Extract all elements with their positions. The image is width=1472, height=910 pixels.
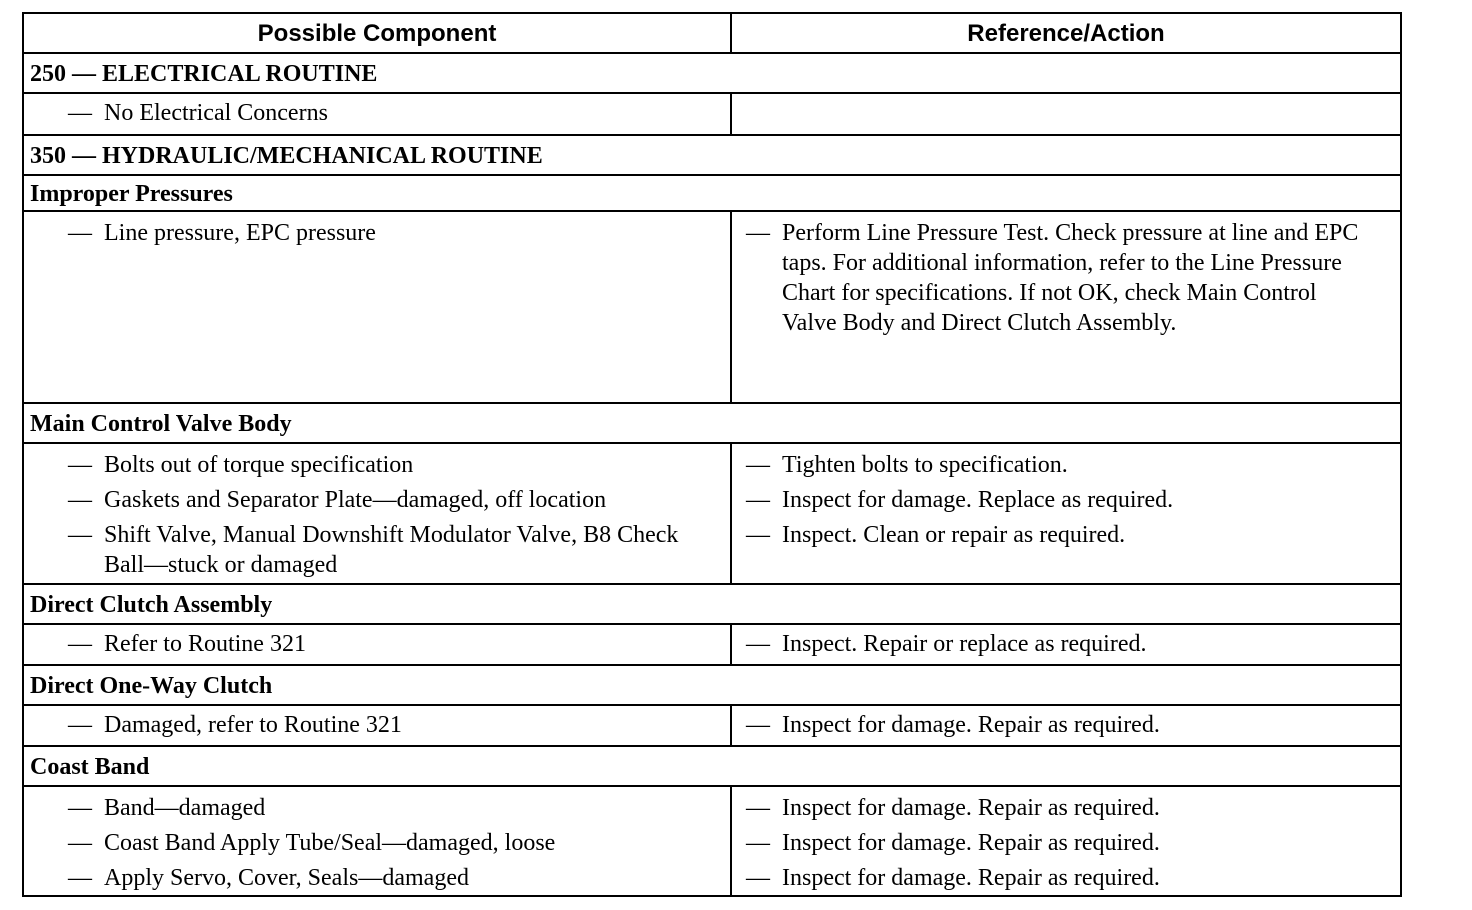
table-row	[24, 444, 1400, 585]
table-header	[24, 14, 1400, 54]
dash: —	[68, 712, 92, 738]
component-text: Shift Valve, Manual Downshift Modulator Valve, B8 Check Ball—stuck or damaged	[104, 522, 679, 578]
dash: —	[68, 452, 92, 478]
action-text: Inspect for damage. Repair as required.	[782, 865, 1160, 891]
section-main-control-valve-body: Main Control Valve Body	[24, 404, 1400, 444]
component-text: Gaskets and Separator Plate—damaged, off location	[104, 487, 607, 513]
action-text: Inspect. Clean or repair as required.	[782, 522, 1126, 548]
dash: —	[68, 487, 92, 513]
dash: —	[746, 487, 770, 513]
action-text: Inspect for damage. Repair as required.	[782, 830, 1160, 856]
action-text: Inspect for damage. Repair as required.	[782, 795, 1160, 821]
action-text: Inspect for damage. Repair as required.	[782, 712, 1160, 738]
dash: —	[746, 220, 770, 246]
action-text: Inspect for damage. Replace as required.	[782, 487, 1174, 513]
dash: —	[746, 522, 770, 548]
section-hydraulic-routine: 350 — HYDRAULIC/MECHANICAL ROUTINE	[24, 136, 1400, 176]
dash: —	[68, 522, 92, 548]
section-coast-band: Coast Band	[24, 747, 1400, 787]
table-row	[24, 94, 1400, 136]
dash: —	[746, 830, 770, 856]
component-text: Damaged, refer to Routine 321	[104, 712, 402, 738]
table-row	[24, 625, 1400, 666]
table-row	[24, 212, 1400, 404]
dash: —	[746, 452, 770, 478]
section-electrical-routine: 250 — ELECTRICAL ROUTINE	[24, 54, 1400, 94]
component-text: Refer to Routine 321	[104, 631, 306, 657]
table-row	[24, 787, 1400, 895]
dash: —	[68, 830, 92, 856]
dash: —	[68, 100, 92, 126]
dash: —	[746, 712, 770, 738]
dash: —	[746, 631, 770, 657]
component-text: Bolts out of torque specification	[104, 452, 414, 478]
header-reference-action: Reference/Action	[967, 20, 1165, 47]
dash: —	[746, 865, 770, 891]
action-text: Tighten bolts to specification.	[782, 452, 1068, 478]
component-text: Apply Servo, Cover, Seals—damaged	[104, 865, 469, 891]
diagnostic-table	[22, 12, 1402, 897]
component-text: Line pressure, EPC pressure	[104, 220, 376, 246]
dash: —	[68, 220, 92, 246]
section-direct-clutch-assembly: Direct Clutch Assembly	[24, 585, 1400, 625]
dash: —	[68, 795, 92, 821]
action-text: Perform Line Pressure Test. Check pressure at line and EPC taps. For additional information, refer to the Line Pressure Chart for specifications. If not OK, check Main Control Valve Body and Direct Clutch Assembly.	[782, 220, 1359, 336]
action-text: Inspect. Repair or replace as required.	[782, 631, 1147, 657]
component-text: Coast Band Apply Tube/Seal—damaged, loose	[104, 830, 556, 856]
header-possible-component: Possible Component	[24, 14, 732, 52]
section-direct-one-way-clutch: Direct One-Way Clutch	[24, 666, 1400, 706]
component-text: No Electrical Concerns	[104, 100, 328, 126]
dash: —	[68, 631, 92, 657]
section-improper-pressures: Improper Pressures	[24, 176, 1400, 212]
table-row	[24, 706, 1400, 747]
component-text: Band—damaged	[104, 795, 266, 821]
dash: —	[746, 795, 770, 821]
dash: —	[68, 865, 92, 891]
